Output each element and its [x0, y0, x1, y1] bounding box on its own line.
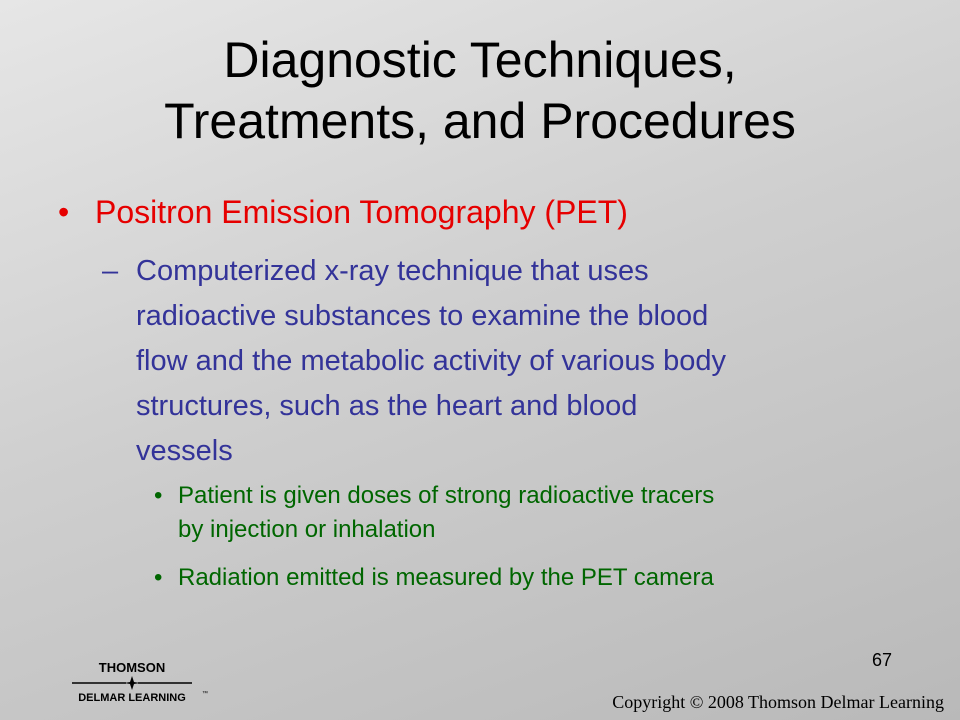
definition-text	[136, 249, 916, 474]
definition-line: radioactive substances to examine the blood	[136, 300, 709, 332]
sub-bullet-marker: •	[154, 482, 163, 509]
definition-line: Computerized x-ray technique that uses	[136, 255, 649, 287]
title-line-2: Treatments, and Procedures	[164, 93, 796, 149]
star-icon	[124, 676, 140, 690]
sub-bullet-line: Patient is given doses of strong radioactive tracers	[178, 482, 715, 509]
dash-marker: –	[102, 255, 119, 287]
bullet-pet-text: Positron Emission Tomography (PET)	[95, 194, 628, 230]
sub-bullet-line: Radiation emitted is measured by the PET camera	[178, 564, 714, 591]
sub-bullet-text	[178, 479, 918, 547]
sub-bullet-marker: •	[154, 564, 163, 591]
sub-bullet-text	[178, 561, 918, 595]
copyright-notice: Copyright © 2008 Thomson Delmar Learning	[612, 692, 944, 712]
definition-line: structures, such as the heart and blood	[136, 390, 638, 422]
logo-trademark: ™	[202, 691, 208, 697]
bullet-marker: •	[58, 194, 70, 230]
page-number: 67	[871, 650, 893, 670]
sub-bullet-line: by injection or inhalation	[178, 516, 436, 543]
title-line-1: Diagnostic Techniques,	[223, 32, 737, 88]
definition-line: vessels	[136, 435, 233, 467]
thomson-delmar-logo	[66, 658, 216, 708]
logo-line-1: THOMSON	[98, 660, 166, 675]
slide-title	[40, 30, 920, 152]
logo-line-2: DELMAR LEARNING	[78, 692, 186, 704]
definition-line: flow and the metabolic activity of various body	[136, 345, 726, 377]
